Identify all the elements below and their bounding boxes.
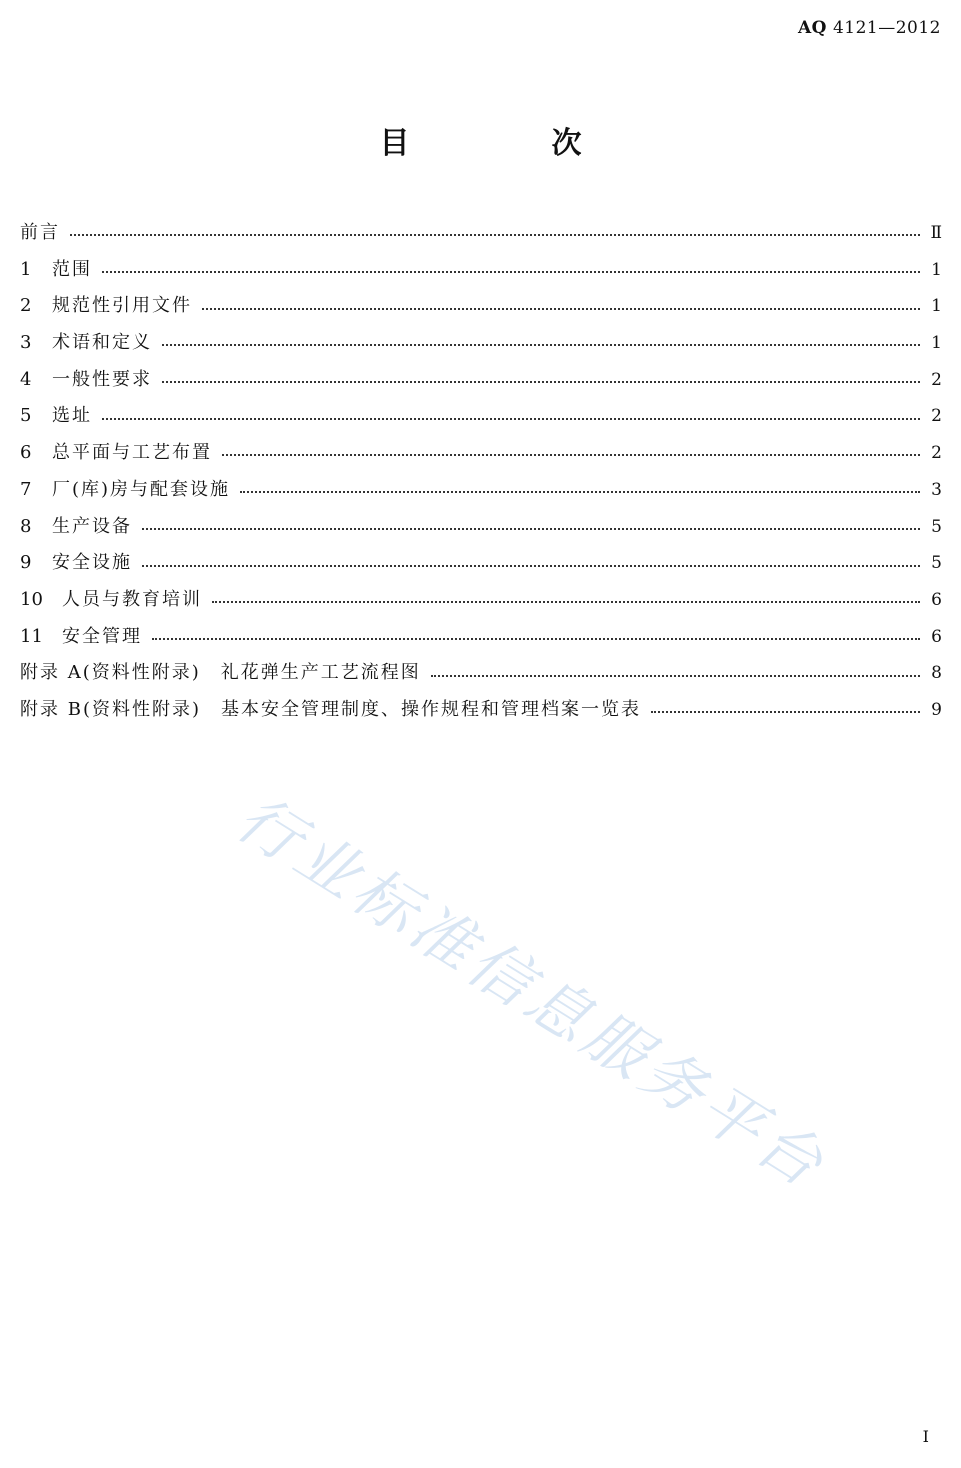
dot-leader [162,381,920,383]
dot-leader [70,234,920,236]
toc-entry-6[interactable] [20,435,942,472]
toc-entry-11[interactable] [20,619,942,656]
toc-entry-appendix-a[interactable] [20,655,942,692]
dot-leader [162,344,920,346]
toc-entry-number: 7 [20,478,32,500]
standard-prefix: AQ [797,18,827,38]
toc-entry-page: 9 [931,699,942,720]
toc-entry-9[interactable] [20,545,942,582]
toc-entry-1[interactable] [20,252,942,289]
toc-entry-number: 4 [20,368,32,390]
toc-entry-number: 6 [20,442,32,464]
toc-entry-number: 10 [20,588,43,610]
dot-leader [212,601,920,603]
toc-entry-number: 9 [20,552,32,574]
toc-entry-2[interactable] [20,288,942,325]
toc-entry-label: 安全管理 [62,625,142,647]
toc-entry-number: 1 [20,258,32,280]
dot-leader [152,638,920,640]
toc-entry-label: 选址 [52,405,92,427]
toc-entry-label: 生产设备 [52,515,132,537]
toc-entry-appendix-b[interactable] [20,692,942,729]
toc-entry-page: 6 [931,626,942,647]
page-title: 目 次 [379,126,638,161]
dot-leader [102,418,920,420]
toc-entry-label: 总平面与工艺布置 [52,442,212,464]
toc-entry-page: 8 [931,663,942,684]
dot-leader [202,308,920,310]
dot-leader [651,711,920,713]
toc-entry-label: 附录 B(资料性附录) 基本安全管理制度、操作规程和管理档案一览表 [20,698,641,720]
toc-entry-foreword[interactable] [20,215,942,252]
toc-entry-7[interactable] [20,472,942,509]
toc-entry-page: Ⅱ [930,223,942,243]
dot-leader [222,454,920,456]
toc-entry-5[interactable] [20,398,942,435]
dot-leader [142,565,920,567]
toc-entry-number: 5 [20,405,32,427]
toc-entry-page: 3 [931,479,942,500]
toc-entry-page: 6 [931,589,942,610]
toc-entry-page: 2 [931,369,942,390]
toc-entry-label: 附录 A(资料性附录) 礼花弹生产工艺流程图 [20,662,421,684]
table-of-contents [20,215,942,729]
toc-entry-3[interactable] [20,325,942,362]
toc-entry-page: 1 [931,333,942,354]
watermark: 行业标准信息服务平台 [224,781,840,1204]
toc-entry-number: 8 [20,515,32,537]
toc-entry-page: 5 [931,516,942,537]
toc-entry-page: 2 [931,443,942,464]
standard-number: 4121—2012 [832,18,941,38]
toc-entry-page: 1 [931,296,942,317]
toc-entry-number: 11 [20,625,43,647]
toc-entry-label: 安全设施 [52,552,132,574]
dot-leader [431,675,920,677]
toc-entry-page: 1 [931,259,942,280]
toc-entry-label: 范围 [52,258,92,280]
dot-leader [240,491,920,493]
toc-entry-page: 2 [931,406,942,427]
toc-entry-10[interactable] [20,582,942,619]
toc-entry-8[interactable] [20,509,942,546]
toc-entry-number: 3 [20,332,32,354]
page-number: I [922,1427,929,1446]
toc-entry-label: 规范性引用文件 [52,295,192,317]
toc-entry-label: 厂(库)房与配套设施 [52,478,231,500]
toc-entry-label: 人员与教育培训 [62,588,202,610]
toc-entry-label: 前言 [20,222,60,243]
toc-entry-label: 一般性要求 [52,368,152,390]
standard-code [798,18,941,38]
toc-entry-number: 2 [20,295,32,317]
dot-leader [142,528,920,530]
toc-entry-4[interactable] [20,362,942,399]
toc-entry-label: 术语和定义 [52,332,152,354]
dot-leader [102,271,920,273]
toc-entry-page: 5 [931,553,942,574]
